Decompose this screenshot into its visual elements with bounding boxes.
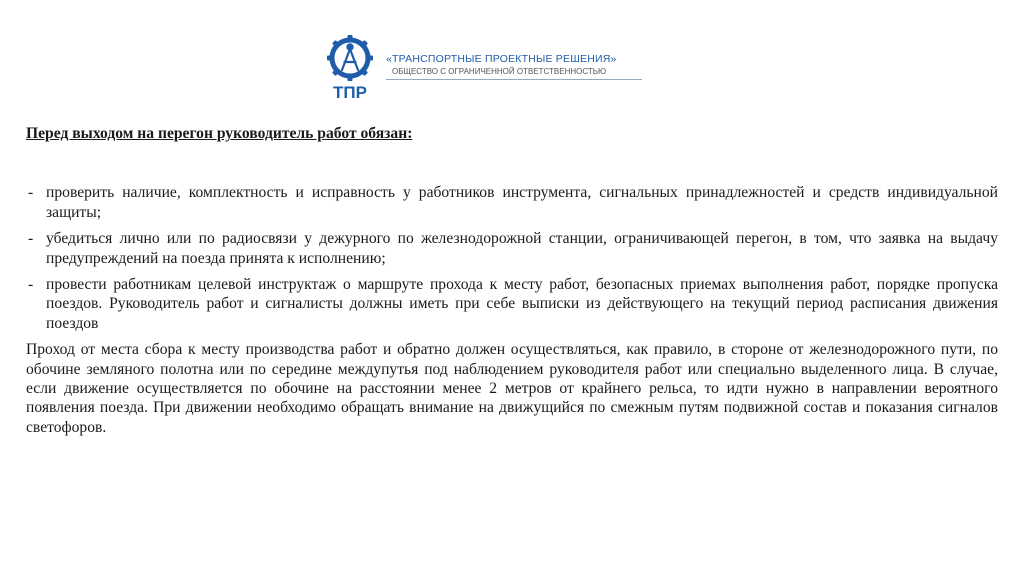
header-divider	[386, 79, 642, 80]
list-item	[26, 229, 998, 268]
list-item	[26, 275, 998, 333]
logo-text: ТПР	[333, 83, 367, 102]
document-heading: Перед выходом на перегон руководитель работ обязан:	[26, 125, 413, 142]
bullet-list	[26, 183, 998, 333]
company-header	[322, 34, 652, 106]
bullet-text: проверить наличие, комплектность и исправность у работников инструмента, сигнальных принадлежностей и средств индивидуальной защиты;	[46, 184, 998, 221]
document-body	[26, 124, 998, 437]
body-paragraph: Проход от места сбора к месту производства работ и обратно должен осуществляться, как правило, в стороне от железнодорожного пути, по обочине земляного полотна или по середине междупутья под наблюдением руководителя работ или специально выделенного лица. В случае, если движение осуществляется по обочине на расстоянии менее 2 метров от крайнего рельса, то идти нужно в направлении вероятного появления поезда. При движении необходимо обращать внимание на движущийся по смежным путям подвижной состав и показания сигналов светофоров.	[26, 341, 998, 436]
bullet-text: убедиться лично или по радиосвязи у дежурного по железнодорожной станции, ограничивающей перегон, в том, что заявка на выдачу предупреждений на поезда принята к исполнению;	[46, 230, 998, 267]
bullet-text: провести работникам целевой инструктаж о маршруте прохода к месту работ, безопасных приемах выполнения работ, порядке пропуска поездов. Руководитель работ и сигналисты должны иметь при себе выписки из действующего на текущий период расписания движения поездов	[46, 276, 998, 332]
company-name: «ТРАНСПОРТНЫЕ ПРОЕКТНЫЕ РЕШЕНИЯ»	[386, 53, 617, 65]
bullet-marker: -	[28, 184, 34, 202]
company-block	[386, 53, 648, 80]
list-item	[26, 183, 998, 222]
company-logo-icon	[322, 34, 378, 104]
bullet-marker: -	[28, 230, 34, 248]
bullet-marker: -	[28, 276, 34, 294]
company-subtitle: ОБЩЕСТВО С ОГРАНИЧЕННОЙ ОТВЕТСТВЕННОСТЬЮ	[392, 67, 607, 76]
